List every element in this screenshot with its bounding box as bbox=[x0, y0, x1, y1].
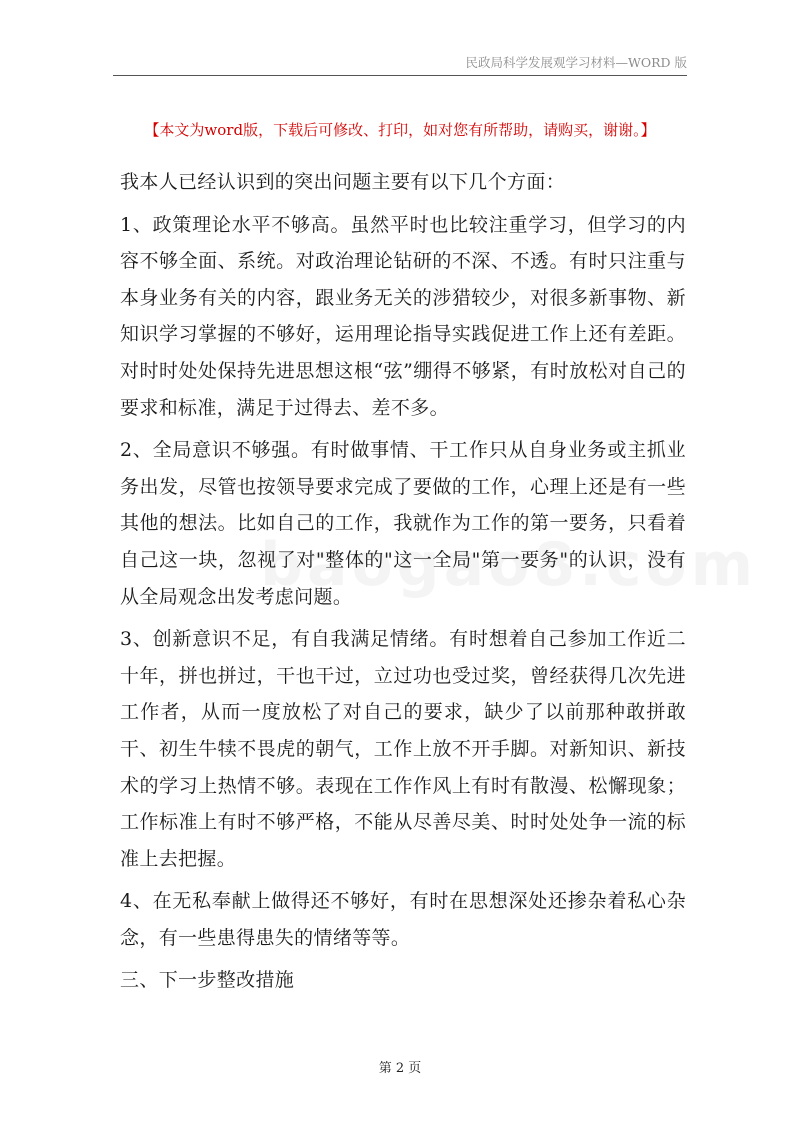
download-notice: 【本文为word版，下载后可修改、打印，如对您有所帮助，请购买，谢谢。】 bbox=[144, 121, 656, 139]
page-number: 第 2 页 bbox=[378, 1061, 422, 1076]
problem-item-1: 1、政策理论水平不够高。虽然平时也比较注重学习，但学习的内容不够全面、系统。对政治理论钻研的不深、不透。有时只注重与本身业务有关的内容，跟业务无关的涉猎较少，对很多新事物、新知识学习掌握的不够好，运用理论指导实践促进工作上还有差距。对时时处处保持先进思想这根“弦”绷得不够紧，有时放松对自己的要求和标准，满足于过得去、差不多。 bbox=[120, 213, 686, 419]
intro-paragraph: 我本人已经认识到的突出问题主要有以下几个方面： bbox=[120, 171, 566, 193]
section-heading-rectification: 三、下一步整改措施 bbox=[120, 969, 295, 992]
header-divider bbox=[113, 75, 687, 76]
document-header-title: 民政局科学发展观学习材料—WORD 版 bbox=[465, 55, 687, 70]
document-body bbox=[120, 164, 686, 999]
problem-item-4: 4、在无私奉献上做得还不够好，有时在思想深处还掺杂着私心杂念，有一些患得患失的情绪等等。 bbox=[120, 890, 686, 949]
problem-item-2: 2、全局意识不够强。有时做事情、干工作只从自身业务或主抓业务出发，尽管也按领导要求完成了要做的工作，心理上还是有一些其他的想法。比如自己的工作，我就作为工作的第一要务，只看着自己这一块，忽视了对"整体的"这一全局"第一要务"的认识，没有从全局观念出发考虑问题。 bbox=[120, 439, 686, 608]
problem-item-3: 3、创新意识不足，有自我满足情绪。有时想着自己参加工作近二十年，拼也拼过，干也干过，立过功也受过奖，曾经获得几次先进工作者，从而一度放松了对自己的要求，缺少了以前那种敢拼敢干、初生牛犊不畏虎的朝气，工作上放不开手脚。对新知识、新技术的学习上热情不够。表现在工作作风上有时有散漫、松懈现象；工作标准上有时不够严格，不能从尽善尽美、时时处处争一流的标准上去把握。 bbox=[120, 628, 686, 870]
